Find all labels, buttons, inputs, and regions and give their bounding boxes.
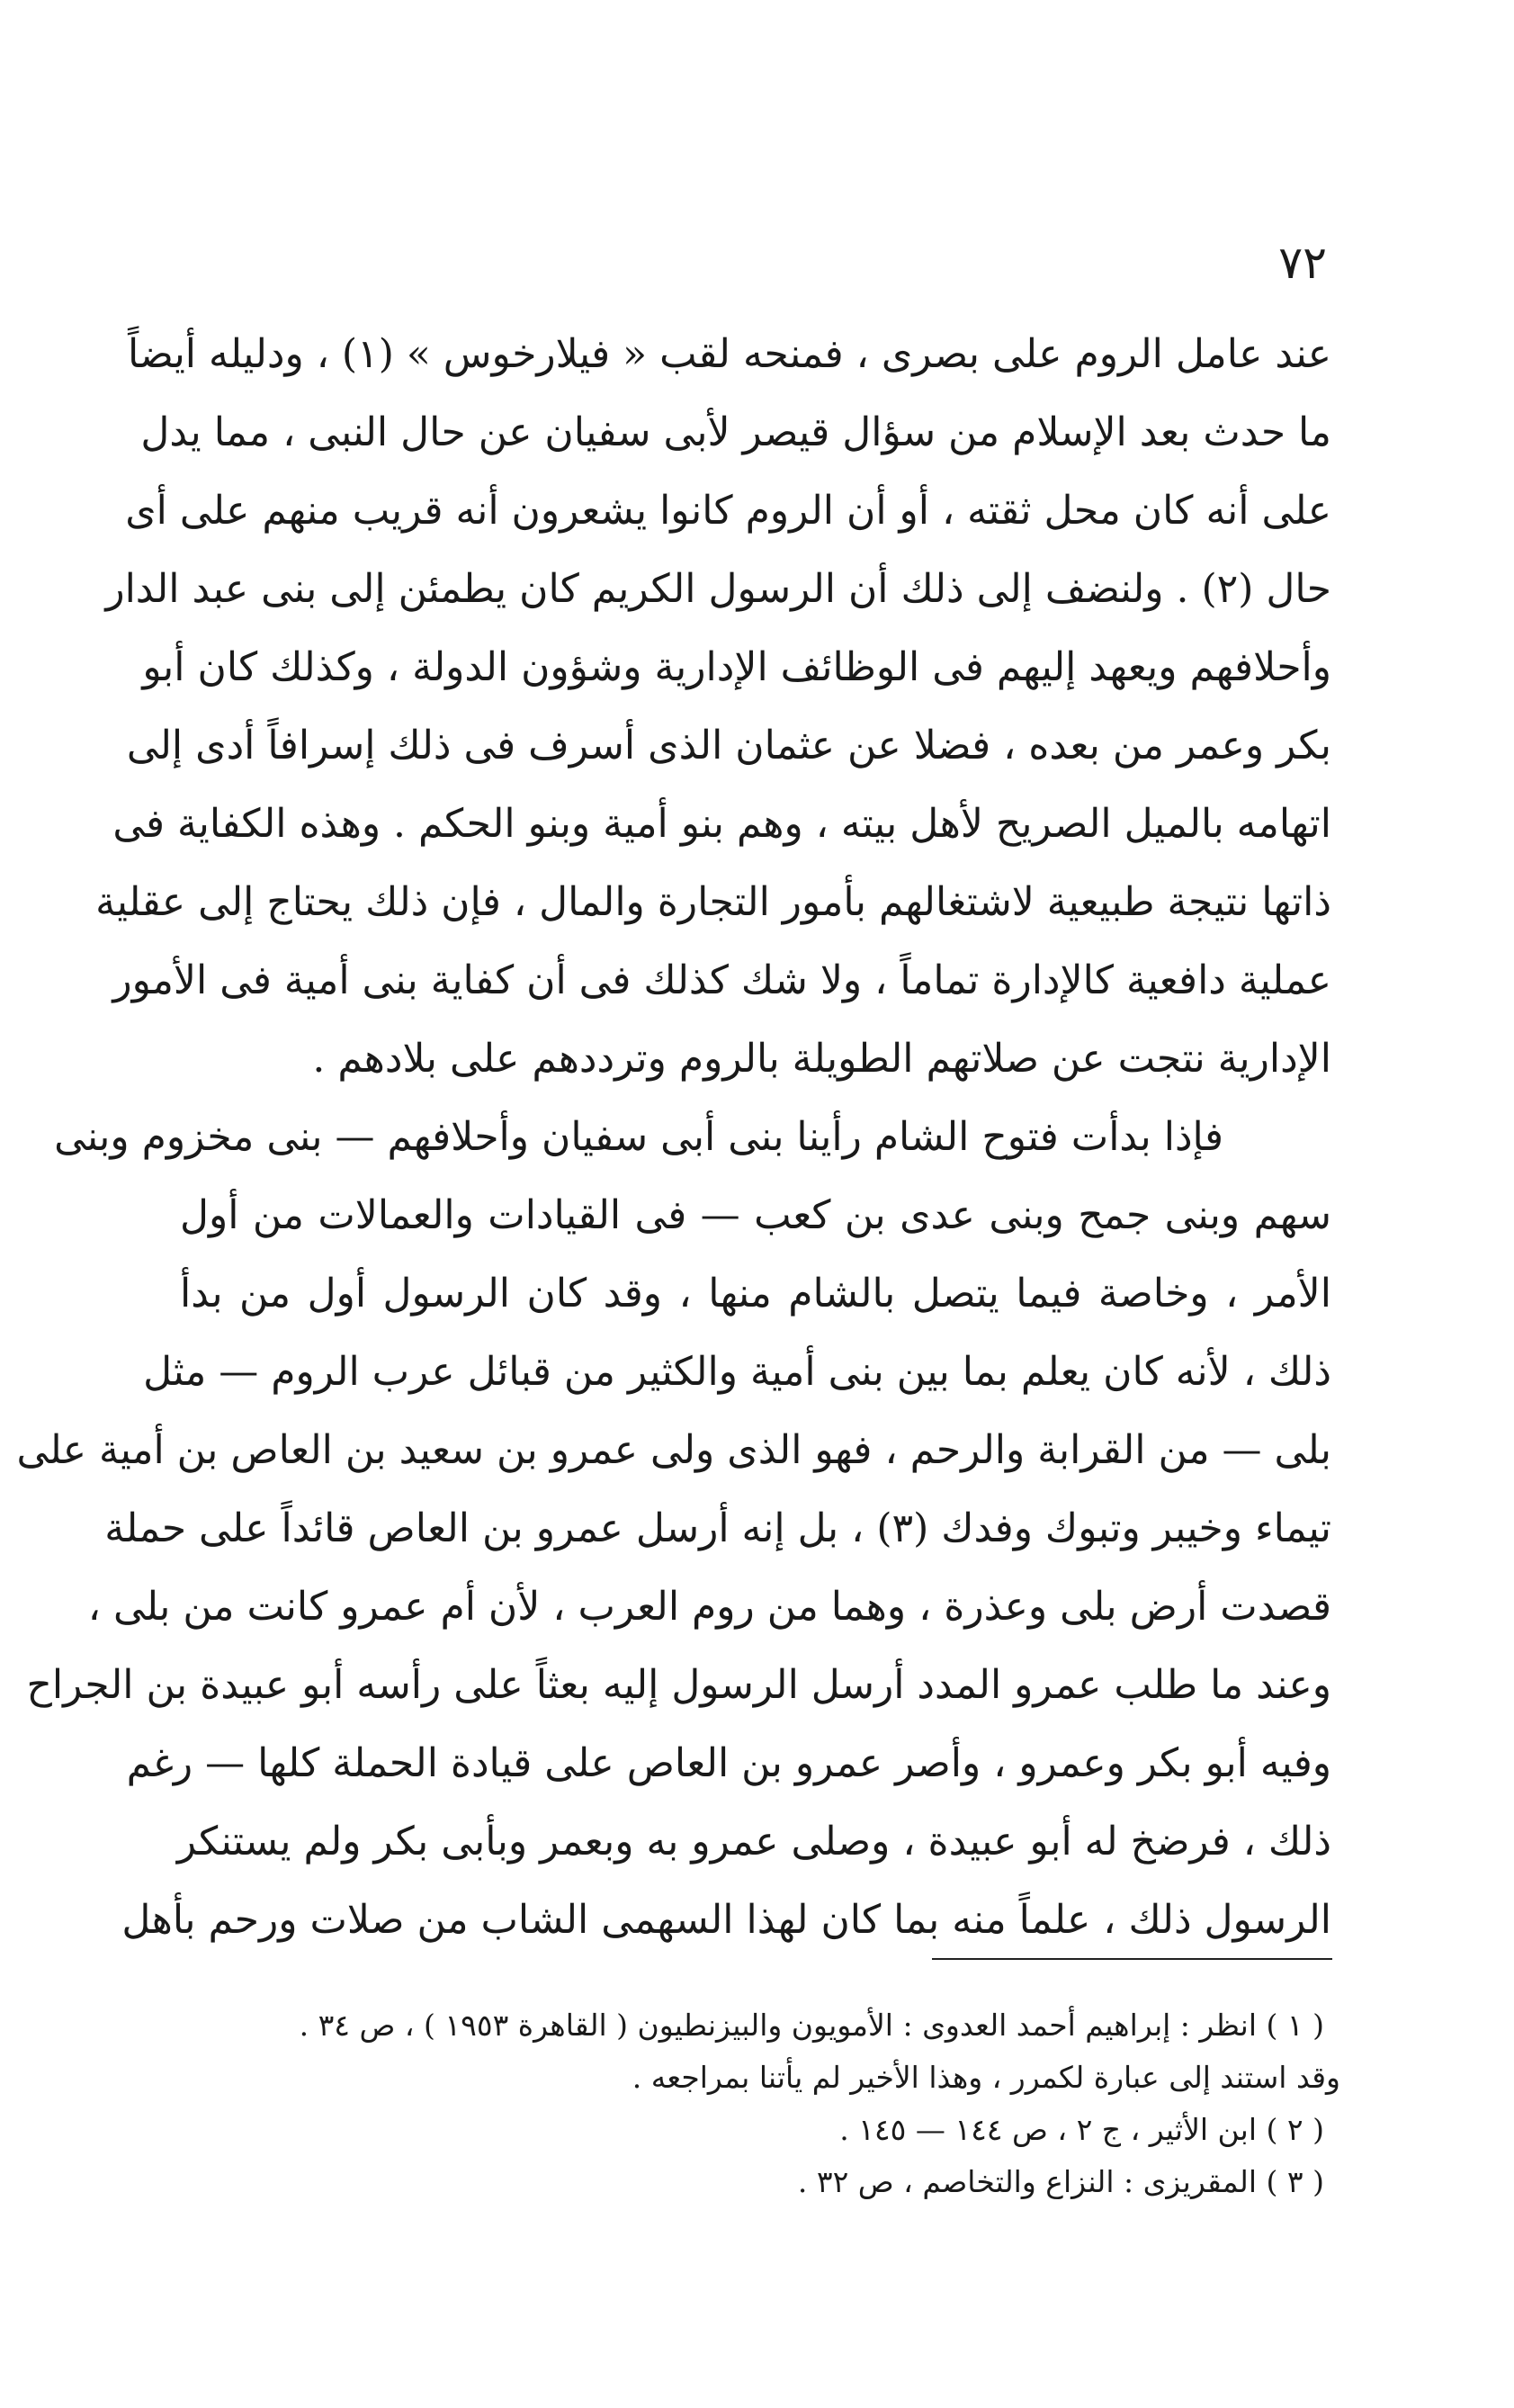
main-text <box>16 315 1331 1959</box>
text-line: على أنه كان محل ثقته ، أو أن الروم كانوا يشعرون أنه قريب منهم على أى <box>125 488 1331 534</box>
text-line: ذاتها نتيجة طبيعية لاشتغالهم بأمور التجارة والمال ، فإن ذلك يحتاج إلى عقلية <box>95 879 1331 925</box>
text-line: قصدت أرض بلى وعذرة ، وهما من روم العرب ، لأن أم عمرو كانت من بلى ، <box>87 1584 1331 1630</box>
footnote-1: ( ١ ) انظر : إبراهيم أحمد العدوى : الأمويون والبيزنطيون ( القاهرة ١٩٥٣ ) ، ص ٣٤ . <box>299 2008 1324 2043</box>
text-line: ذلك ، لأنه كان يعلم بما بين بنى أمية والكثير من قبائل عرب الروم — مثل <box>143 1349 1331 1395</box>
text-line: بلى — من القرابة والرحم ، فهو الذى ولى عمرو بن سعيد بن العاص بن أمية على <box>16 1427 1331 1473</box>
text-line: عند عامل الروم على بصرى ، فمنحه لقب « فيلارخوس » (١) ، ودليله أيضاً <box>128 331 1331 377</box>
text-line: اتهامه بالميل الصريح لأهل بيته ، وهم بنو أمية وبنو الحكم . وهذه الكفاية فى <box>112 801 1331 847</box>
paragraph-end-line: الإدارية نتجت عن صلاتهم الطويلة بالروم وترددهم على بلادهم . <box>312 1036 1331 1082</box>
text-line: ذلك ، فرضخ له أبو عبيدة ، وصلى عمرو به وبعمر وبأبى بكر ولم يستنكر <box>176 1819 1331 1864</box>
footnotes <box>180 1999 1340 2208</box>
text-line: الرسول ذلك ، علماً منه بما كان لهذا السهمى الشاب من صلات ورحم بأهل <box>121 1897 1331 1943</box>
footnote-separator <box>932 1958 1332 1960</box>
text-line: حال (٢) . ولنضف إلى ذلك أن الرسول الكريم كان يطمئن إلى بنى عبد الدار <box>105 566 1331 612</box>
page-number: ٧٢ <box>1278 237 1327 289</box>
footnote-1-continued: وقد استند إلى عبارة لكمرر ، وهذا الأخير لم يأتنا بمراجعه . <box>632 2060 1340 2095</box>
text-line: وعند ما طلب عمرو المدد أرسل الرسول إليه بعثاً على رأسه أبو عبيدة بن الجراح <box>26 1662 1331 1708</box>
text-line: وأحلافهم ويعهد إليهم فى الوظائف الإدارية وشؤون الدولة ، وكذلك كان أبو <box>142 644 1331 690</box>
text-line: وفيه أبو بكر وعمرو ، وأصر عمرو بن العاص على قيادة الحملة كلها — رغم <box>126 1740 1331 1786</box>
text-line: بكر وعمر من بعده ، فضلا عن عثمان الذى أسرف فى ذلك إسرافاً أدى إلى <box>126 723 1331 768</box>
text-line: الأمر ، وخاصة فيما يتصل بالشام منها ، وقد كان الرسول أول من بدأ <box>180 1271 1331 1316</box>
footnote-3: ( ٣ ) المقريزى : النزاع والتخاصم ، ص ٣٢ . <box>797 2164 1324 2199</box>
text-line: ما حدث بعد الإسلام من سؤال قيصر لأبى سفيان عن حال النبى ، مما يدل <box>140 409 1331 455</box>
paragraph-start-line: فإذا بدأت فتوح الشام رأينا بنى أبى سفيان وأحلافهم — بنى مخزوم وبنى <box>54 1114 1223 1160</box>
footnote-2: ( ٢ ) ابن الأثير ، ج ٢ ، ص ١٤٤ — ١٤٥ . <box>839 2112 1324 2147</box>
text-line: تيماء وخيبر وتبوك وفدك (٣) ، بل إنه أرسل عمرو بن العاص قائداً على حملة <box>104 1505 1331 1551</box>
text-line: سهم وبنى جمح وبنى عدى بن كعب — فى القيادات والعمالات من أول <box>180 1192 1331 1238</box>
text-line: عملية دافعية كالإدارة تماماً ، ولا شك كذلك فى أن كفاية بنى أمية فى الأمور <box>112 957 1331 1003</box>
